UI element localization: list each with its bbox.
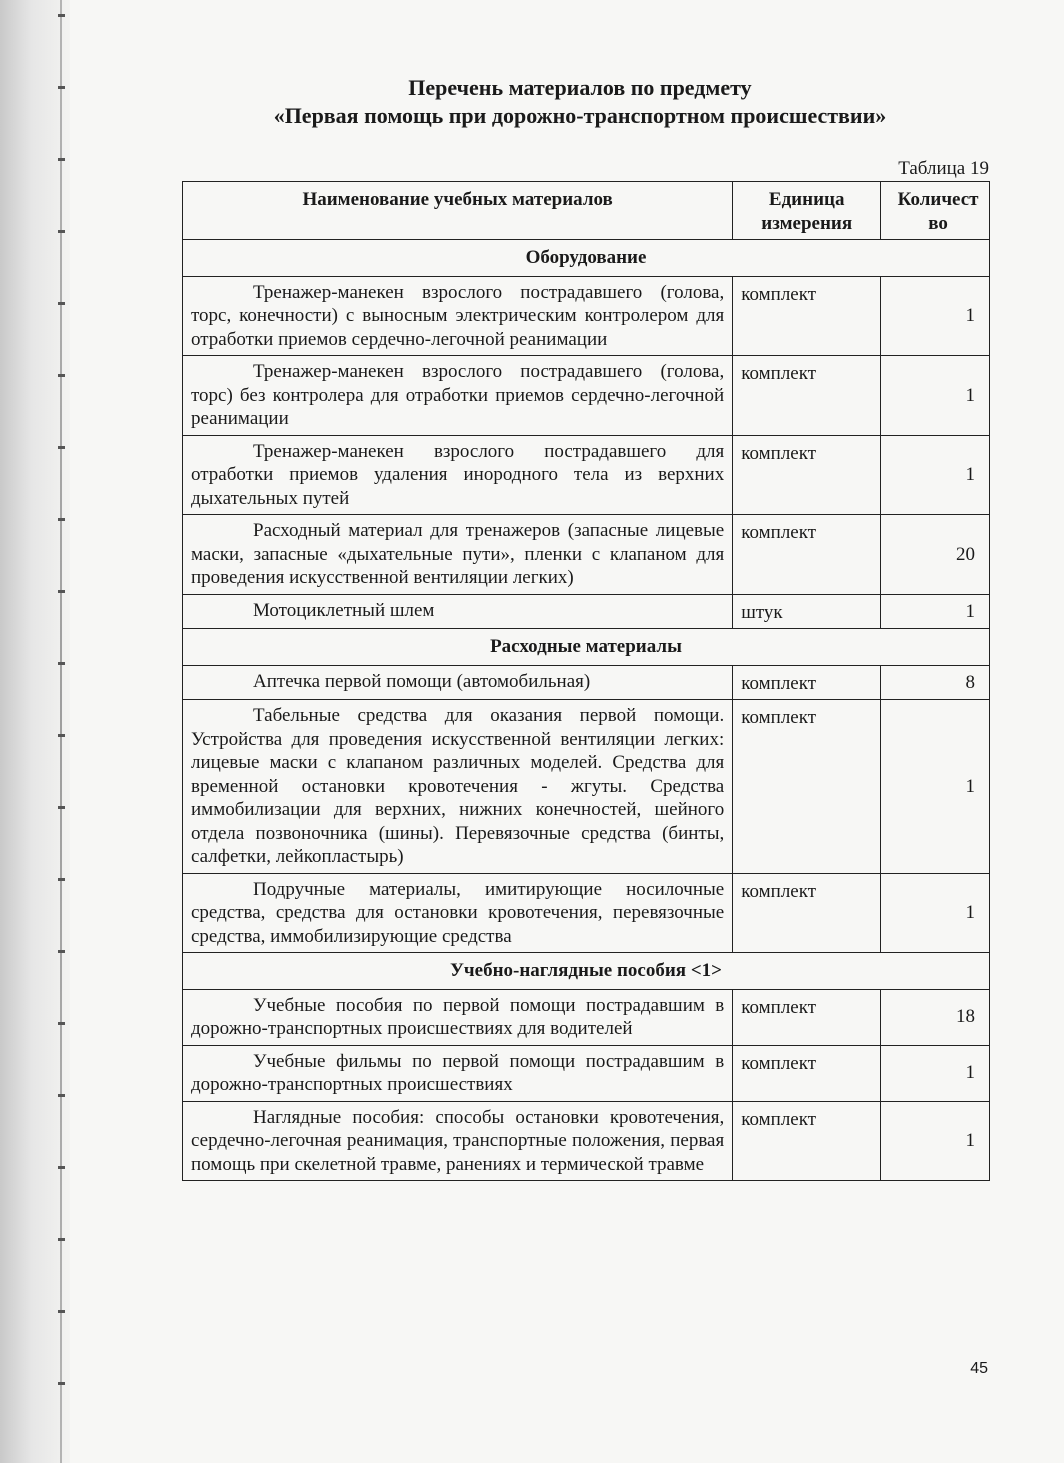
binding-edge [0,0,70,1463]
item-qty: 18 [881,989,990,1045]
binding-mark [58,950,65,953]
item-name: Аптечка первой помощи (автомобильная) [183,665,733,700]
binding-mark [58,1310,65,1313]
item-unit: комплект [733,515,881,595]
item-qty: 1 [881,1101,990,1181]
section-title: Учебно-наглядные пособия <1> [183,953,990,990]
item-qty: 1 [881,435,990,515]
table-number: Таблица 19 [898,158,989,179]
item-qty: 1 [881,356,990,436]
binding-mark [58,158,65,161]
binding-line [60,0,62,1463]
table-row [183,356,990,436]
item-name: Учебные фильмы по первой помощи пострадавшим в дорожно-транспортных происшествиях [183,1045,733,1101]
item-name: Учебные пособия по первой помощи пострадавшим в дорожно-транспортных происшествиях для водителей [183,989,733,1045]
table-header-row [183,182,990,240]
binding-mark [58,518,65,521]
table-row [183,665,990,700]
item-name: Наглядные пособия: способы остановки кровотечения, сердечно-легочная реанимация, транспортные положения, первая помощь при скелетной травме, ранениях и термической травме [183,1101,733,1181]
item-qty: 8 [881,665,990,700]
item-qty: 1 [881,276,990,356]
header-unit: Единица измерения [733,182,881,240]
section-title: Расходные материалы [183,629,990,666]
table-row [183,515,990,595]
binding-mark [58,374,65,377]
section-title: Оборудование [183,240,990,277]
binding-mark [58,1238,65,1241]
binding-mark [58,1166,65,1169]
binding-mark [58,734,65,737]
item-unit: комплект [733,665,881,700]
binding-mark [58,662,65,665]
title-line-1: Перечень материалов по предмету [408,75,752,100]
materials-table [182,181,990,1181]
table-row [183,1101,990,1181]
table-row [183,989,990,1045]
binding-mark [58,1094,65,1097]
binding-mark [58,230,65,233]
item-unit: комплект [733,276,881,356]
item-qty: 20 [881,515,990,595]
binding-mark [58,14,65,17]
item-unit: комплект [733,1101,881,1181]
item-unit: комплект [733,989,881,1045]
item-qty: 1 [881,873,990,953]
item-name: Подручные материалы, имитирующие носилочные средства, средства для остановки кровотечения, перевязочные средства, иммобилизирующие средства [183,873,733,953]
binding-mark [58,86,65,89]
page-number: 45 [970,1360,988,1377]
binding-mark [58,806,65,809]
section-row [183,629,990,666]
item-qty: 1 [881,594,990,629]
table-row [183,873,990,953]
title-line-2: «Первая помощь при дорожно-транспортном происшествии» [273,103,887,128]
binding-mark [58,446,65,449]
item-name: Табельные средства для оказания первой помощи. Устройства для проведения искусственной вентиляции легких: лицевые маски с клапаном различных моделей. Средства для временной остановки кровотечения - жгуты. Средства иммобилизации для верхних, нижних конечностей, шейного отдела позвоночника (шины). Перевязочные средства (бинты, салфетки, лейкопластырь) [183,700,733,874]
section-row [183,953,990,990]
item-qty: 1 [881,700,990,874]
binding-mark [58,878,65,881]
item-unit: комплект [733,700,881,874]
binding-mark [58,1382,65,1385]
header-qty: Количество [881,182,990,240]
item-unit: комплект [733,435,881,515]
header-name: Наименование учебных материалов [183,182,733,240]
binding-mark [58,1022,65,1025]
table-row [183,1045,990,1101]
table-row [183,276,990,356]
item-unit: комплект [733,873,881,953]
item-name: Тренажер-манекен взрослого пострадавшего для отработки приемов удаления инородного тела из верхних дыхательных путей [183,435,733,515]
document-title [180,74,980,130]
section-row [183,240,990,277]
table-row [183,700,990,874]
item-unit: комплект [733,356,881,436]
item-name: Тренажер-манекен взрослого пострадавшего (голова, торс, конечности) с выносным электрическим контролером для отработки приемов сердечно-легочной реанимации [183,276,733,356]
binding-mark [58,302,65,305]
item-qty: 1 [881,1045,990,1101]
binding-mark [58,590,65,593]
table-row [183,435,990,515]
item-name: Расходный материал для тренажеров (запасные лицевые маски, запасные «дыхательные пути», пленки с клапаном для проведения искусственной вентиляции легких) [183,515,733,595]
item-unit: штук [733,594,881,629]
item-name: Мотоциклетный шлем [183,594,733,629]
item-unit: комплект [733,1045,881,1101]
table-row [183,594,990,629]
item-name: Тренажер-манекен взрослого пострадавшего (голова, торс) без контролера для отработки приемов сердечно-легочной реанимации [183,356,733,436]
